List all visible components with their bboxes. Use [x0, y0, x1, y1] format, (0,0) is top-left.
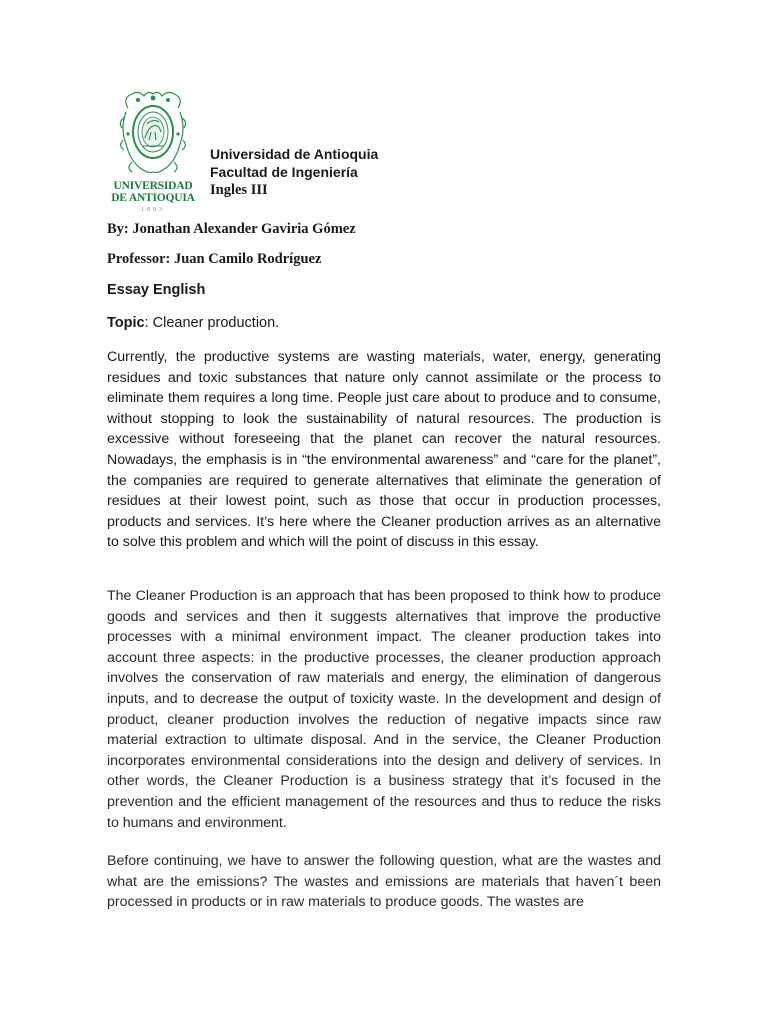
essay-title: Essay English [107, 282, 206, 298]
paragraph-3: Before continuing, we have to answer the following question, what are the wastes and what are the emissions? The wastes and emissions are materials that haven´t been processed in products or in raw materials to produce goods. The wastes are [107, 853, 661, 911]
course-name: Ingles III [210, 182, 268, 198]
faculty-name: Facultad de Ingeniería [210, 164, 358, 180]
paragraph-2: The Cleaner Production is an approach that has been proposed to think how to produce goods and services and then it suggests alternatives that improve the productive processes with a minimal environment impact. The cleaner production takes into account three aspects: in the productive processes, the cleaner production approach involves the conservation of raw materials and energy, the elimination of dangerous inputs, and to decrease the output of toxicity waste. In the development and design of product, cleaner production involves the reduction of negative impacts since raw material extraction to ultimate disposal. And in the service, the Cleaner Production incorporates environmental considerations into the design and delivery of services. In other words, the Cleaner Production is a business strategy that it’s focused in the prevention and the efficient management of the resources and thus to reduce the risks to humans and environment. [107, 588, 661, 831]
essay-topic [107, 315, 279, 331]
logo-line-1: UNIVERSIDAD [113, 180, 193, 192]
professor-line: Professor: Juan Camilo Rodríguez [107, 251, 322, 267]
university-seal-icon [118, 88, 188, 176]
logo-year: 1803 [141, 207, 165, 213]
author-line: By: Jonathan Alexander Gaviria Gómez [107, 221, 356, 237]
institution-name: Universidad de Antioquia [210, 146, 379, 162]
document-header [107, 88, 661, 218]
university-logo [107, 88, 199, 216]
paragraph-1: Currently, the productive systems are wasting materials, water, energy, generating residues and toxic substances that nature only cannot assimilate or the process to eliminate them requires a long time. People just care about to produce and to consume, without stopping to look the sustainability of natural resources. The production is excessive without foreseeing that the planet can recover the natural resources. Nowadays, the emphasis is in “the environmental awareness” and “care for the planet”, the companies are required to generate alternatives that eliminate the generation of residues at their lowest point, such as those that occur in production processes, products and services. It’s here where the Cleaner production arrives as an alternative to solve this problem and which will the point of discuss in this essay. [107, 349, 661, 551]
logo-line-2: DE ANTIOQUIA [111, 192, 195, 204]
institution-block [210, 145, 378, 199]
topic-value: : Cleaner production. [144, 315, 280, 331]
topic-label: Topic [107, 315, 145, 331]
